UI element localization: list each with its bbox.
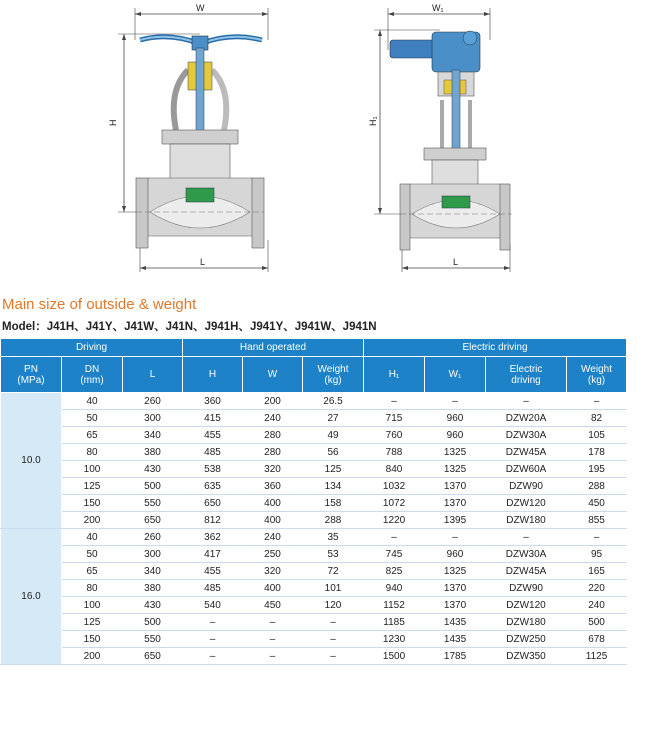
- table-cell: 1230: [364, 631, 425, 648]
- table-cell: 360: [243, 478, 303, 495]
- table-cell: –: [567, 529, 627, 546]
- table-cell: 380: [123, 580, 183, 597]
- table-cell: 540: [183, 597, 243, 614]
- table-cell: DZW30A: [486, 546, 567, 563]
- table-cell: 715: [364, 410, 425, 427]
- table-cell: –: [243, 648, 303, 665]
- col-w: W: [243, 357, 303, 393]
- group-header-hand: Hand operated: [183, 339, 364, 357]
- table-cell: 80: [62, 580, 123, 597]
- table-cell: 240: [567, 597, 627, 614]
- table-row: [1, 512, 627, 529]
- table-cell: 1152: [364, 597, 425, 614]
- table-cell: 455: [183, 563, 243, 580]
- table-cell: 1325: [425, 461, 486, 478]
- table-row: [1, 614, 627, 631]
- table-cell: 240: [243, 529, 303, 546]
- table-cell: 430: [123, 597, 183, 614]
- table-cell: 550: [123, 631, 183, 648]
- col-pn: PN (MPa): [1, 357, 62, 393]
- table-cell: DZW20A: [486, 410, 567, 427]
- table-cell: –: [243, 614, 303, 631]
- table-cell: 260: [123, 393, 183, 410]
- table-cell: 53: [303, 546, 364, 563]
- table-cell: 788: [364, 444, 425, 461]
- table-row: [1, 444, 627, 461]
- dim-w1-label: W₁: [432, 3, 444, 13]
- table-cell: 415: [183, 410, 243, 427]
- table-cell: 82: [567, 410, 627, 427]
- table-cell: 485: [183, 580, 243, 597]
- table-cell: 195: [567, 461, 627, 478]
- table-cell: 280: [243, 444, 303, 461]
- table-cell: DZW180: [486, 512, 567, 529]
- table-cell: 1185: [364, 614, 425, 631]
- table-cell: 100: [62, 461, 123, 478]
- table-cell: 80: [62, 444, 123, 461]
- table-cell: 165: [567, 563, 627, 580]
- table-cell: 430: [123, 461, 183, 478]
- table-cell: 1220: [364, 512, 425, 529]
- table-cell: –: [364, 393, 425, 410]
- group-header-driving: Driving: [1, 339, 183, 357]
- table-body: [1, 393, 627, 665]
- hand-valve-drawing: [108, 3, 268, 272]
- electric-valve-drawing: [368, 3, 512, 272]
- table-cell: 250: [243, 546, 303, 563]
- table-cell: 550: [123, 495, 183, 512]
- table-cell: 288: [303, 512, 364, 529]
- table-cell: DZW120: [486, 495, 567, 512]
- table-cell: 320: [243, 563, 303, 580]
- table-cell: –: [567, 393, 627, 410]
- table-cell: 100: [62, 597, 123, 614]
- table-cell: –: [364, 529, 425, 546]
- table-cell: 380: [123, 444, 183, 461]
- table-cell: –: [425, 529, 486, 546]
- table-cell: 1370: [425, 597, 486, 614]
- table-cell: 200: [243, 393, 303, 410]
- table-cell: 35: [303, 529, 364, 546]
- dim-h-label: H: [108, 119, 118, 126]
- table-cell: 101: [303, 580, 364, 597]
- table-cell: 150: [62, 631, 123, 648]
- table-cell: 840: [364, 461, 425, 478]
- table-cell: 635: [183, 478, 243, 495]
- table-cell: 362: [183, 529, 243, 546]
- table-cell: 65: [62, 563, 123, 580]
- table-cell: 745: [364, 546, 425, 563]
- table-cell: 320: [243, 461, 303, 478]
- table-cell: 340: [123, 563, 183, 580]
- table-cell: 220: [567, 580, 627, 597]
- table-cell: –: [486, 393, 567, 410]
- table-row: [1, 648, 627, 665]
- table-cell: 95: [567, 546, 627, 563]
- table-cell: 50: [62, 410, 123, 427]
- table-cell: 1370: [425, 495, 486, 512]
- model-line: Model：J41H、J41Y、J41W、J41N、J941H、J941Y、J941W、J941N: [2, 321, 377, 333]
- table-cell: 65: [62, 427, 123, 444]
- table-row: [1, 597, 627, 614]
- table-cell: DZW180: [486, 614, 567, 631]
- table-cell: 417: [183, 546, 243, 563]
- col-weight-hand: Weight (kg): [303, 357, 364, 393]
- table-cell: 538: [183, 461, 243, 478]
- table-cell: 1072: [364, 495, 425, 512]
- table-row: [1, 393, 627, 410]
- table-cell: DZW250: [486, 631, 567, 648]
- table-cell: 650: [183, 495, 243, 512]
- table-cell: –: [486, 529, 567, 546]
- dim-w-label: W: [196, 3, 205, 13]
- table-cell: 855: [567, 512, 627, 529]
- table-cell: 300: [123, 546, 183, 563]
- table-cell: 178: [567, 444, 627, 461]
- dim-h1-label: H₁: [368, 116, 378, 126]
- table-cell: 455: [183, 427, 243, 444]
- table-cell: 400: [243, 512, 303, 529]
- table-cell: 105: [567, 427, 627, 444]
- table-cell: 1325: [425, 444, 486, 461]
- table-cell: 125: [62, 478, 123, 495]
- table-row: [1, 410, 627, 427]
- col-w1: W₁: [425, 357, 486, 393]
- table-cell: 1370: [425, 478, 486, 495]
- table-cell: 678: [567, 631, 627, 648]
- col-weight-elec: Weight (kg): [567, 357, 627, 393]
- table-cell: 1435: [425, 631, 486, 648]
- table-cell: 26.5: [303, 393, 364, 410]
- table-cell: 150: [62, 495, 123, 512]
- table-cell: 280: [243, 427, 303, 444]
- table-cell: 500: [123, 478, 183, 495]
- table-cell: 650: [123, 648, 183, 665]
- table-cell: 400: [243, 580, 303, 597]
- table-cell: DZW120: [486, 597, 567, 614]
- table-row: [1, 427, 627, 444]
- table-cell: 40: [62, 529, 123, 546]
- col-l: L: [123, 357, 183, 393]
- table-cell: 500: [123, 614, 183, 631]
- table-row: [1, 478, 627, 495]
- table-row: [1, 546, 627, 563]
- table-row: [1, 563, 627, 580]
- table-cell: DZW30A: [486, 427, 567, 444]
- table-cell: 960: [425, 427, 486, 444]
- section-title: Main size of outside & weight: [2, 296, 197, 313]
- table-cell: 120: [303, 597, 364, 614]
- table-cell: 450: [567, 495, 627, 512]
- table-cell: 1785: [425, 648, 486, 665]
- pn-cell: 10.0: [1, 393, 62, 529]
- table-cell: 56: [303, 444, 364, 461]
- table-cell: 760: [364, 427, 425, 444]
- table-cell: 200: [62, 512, 123, 529]
- table-cell: –: [183, 648, 243, 665]
- table-cell: DZW45A: [486, 444, 567, 461]
- table-cell: 125: [62, 614, 123, 631]
- table-cell: 1370: [425, 580, 486, 597]
- table-cell: 1032: [364, 478, 425, 495]
- table-cell: 40: [62, 393, 123, 410]
- col-dn: DN (mm): [62, 357, 123, 393]
- table-cell: DZW90: [486, 478, 567, 495]
- table-cell: –: [303, 614, 364, 631]
- table-cell: –: [303, 631, 364, 648]
- dim-l2-label: L: [453, 257, 459, 267]
- table-cell: DZW350: [486, 648, 567, 665]
- table-cell: 300: [123, 410, 183, 427]
- table-cell: 960: [425, 546, 486, 563]
- table-cell: 260: [123, 529, 183, 546]
- table-cell: –: [425, 393, 486, 410]
- table-cell: 825: [364, 563, 425, 580]
- col-electric: Electric driving: [486, 357, 567, 393]
- table-cell: –: [183, 631, 243, 648]
- table-cell: 240: [243, 410, 303, 427]
- table-cell: DZW90: [486, 580, 567, 597]
- table-cell: 27: [303, 410, 364, 427]
- table-row: [1, 461, 627, 478]
- table-row: [1, 631, 627, 648]
- table-cell: 960: [425, 410, 486, 427]
- table-cell: 485: [183, 444, 243, 461]
- table-cell: 1325: [425, 563, 486, 580]
- table-row: [1, 529, 627, 546]
- table-cell: 125: [303, 461, 364, 478]
- table-cell: 1395: [425, 512, 486, 529]
- table-cell: –: [183, 614, 243, 631]
- table-cell: 200: [62, 648, 123, 665]
- table-cell: 450: [243, 597, 303, 614]
- table-cell: 360: [183, 393, 243, 410]
- size-weight-table: [0, 338, 627, 665]
- table-cell: 49: [303, 427, 364, 444]
- dim-l-label: L: [200, 257, 206, 267]
- table-cell: 72: [303, 563, 364, 580]
- table-cell: 288: [567, 478, 627, 495]
- table-cell: –: [243, 631, 303, 648]
- group-header-electric: Electric driving: [364, 339, 627, 357]
- table-cell: –: [303, 648, 364, 665]
- table-cell: 134: [303, 478, 364, 495]
- table-cell: 940: [364, 580, 425, 597]
- pn-cell: 16.0: [1, 529, 62, 665]
- table-cell: 50: [62, 546, 123, 563]
- table-cell: DZW45A: [486, 563, 567, 580]
- valve-drawings: [0, 0, 650, 290]
- table-row: [1, 495, 627, 512]
- col-h: H: [183, 357, 243, 393]
- table-cell: 812: [183, 512, 243, 529]
- table-cell: 1435: [425, 614, 486, 631]
- table-cell: 158: [303, 495, 364, 512]
- table-cell: 650: [123, 512, 183, 529]
- table-cell: 340: [123, 427, 183, 444]
- table-cell: 500: [567, 614, 627, 631]
- table-row: [1, 580, 627, 597]
- col-h1: H₁: [364, 357, 425, 393]
- table-cell: 1125: [567, 648, 627, 665]
- table-cell: 1500: [364, 648, 425, 665]
- table-cell: 400: [243, 495, 303, 512]
- table-cell: DZW60A: [486, 461, 567, 478]
